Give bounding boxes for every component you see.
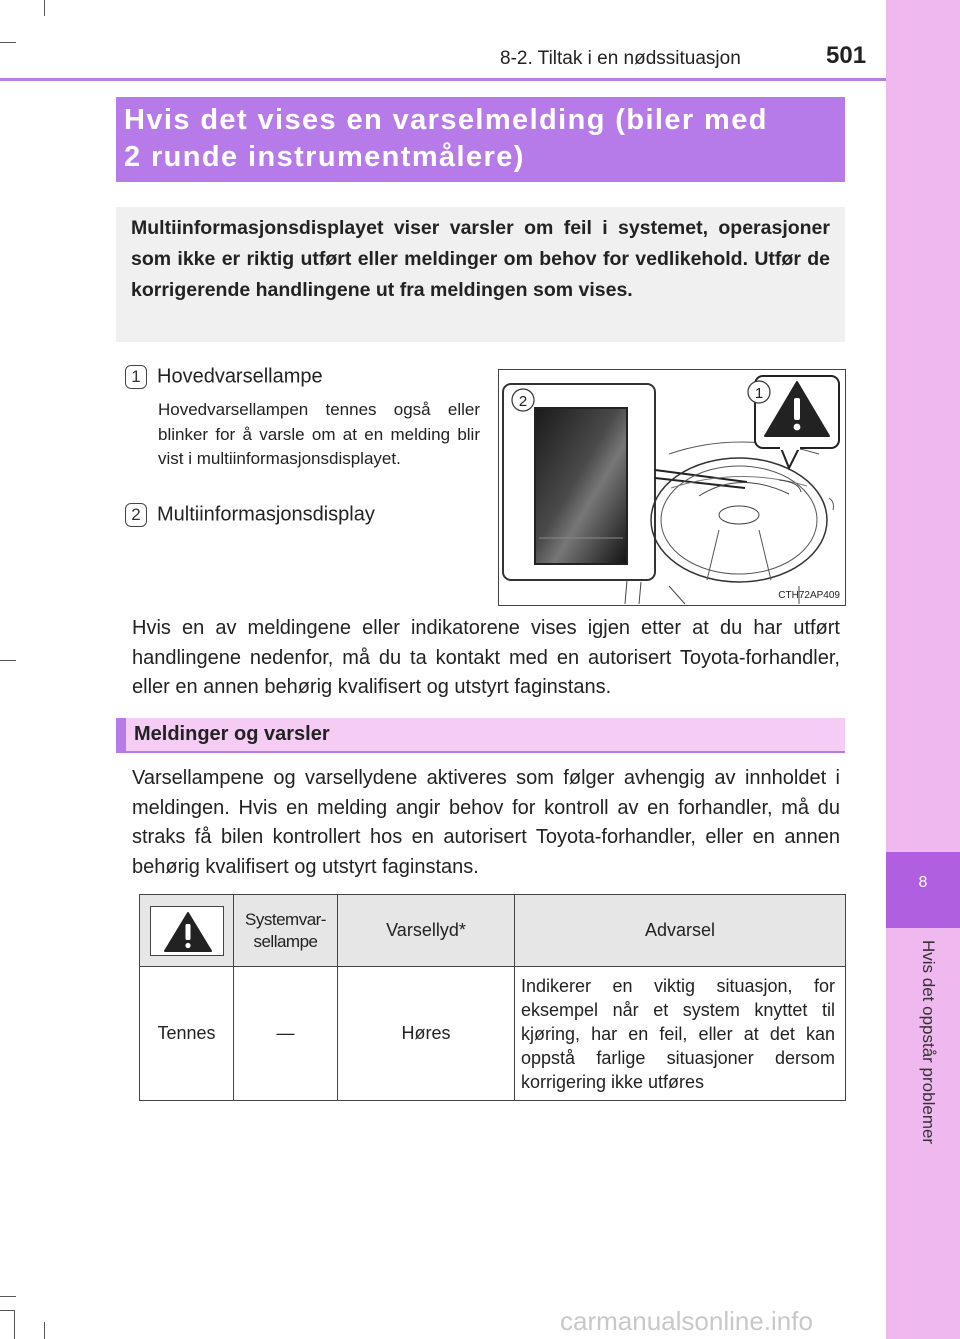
warning-table: [139, 894, 846, 1101]
item-description: Hovedvarsellampen tennes også eller blinker for å varsle om at en melding blir vist i multiinformasjonsdisplayet.: [158, 400, 480, 468]
page-title-line-2: 2 runde instrumentmålere): [124, 141, 525, 173]
dashboard-illustration: [498, 369, 846, 606]
crop-mark: [0, 1296, 16, 1297]
table-cell-dash: —: [234, 967, 338, 1101]
crop-mark: [0, 660, 16, 661]
crop-mark: [44, 0, 45, 16]
crop-mark: [14, 1310, 15, 1339]
list-item-2: [125, 503, 375, 527]
header-rule: [0, 78, 886, 81]
intro-text: Multiinformasjonsdisplayet viser varsler om feil i systemet, operasjoner som ikke er riktig utført eller meldinger om behov for vedlikehold. Utfør de korrigerende handlingene ut fra meldingen som vises.: [131, 217, 830, 301]
item-number-badge: 2: [125, 503, 147, 527]
table-header-system-lamp-text: Systemvar-sellampe: [245, 909, 326, 951]
table-header-warning: Advarsel: [515, 895, 846, 967]
dashboard-drawing: [499, 370, 846, 606]
watermark: carmanualsonline.info: [560, 1306, 813, 1336]
table-row: [140, 967, 846, 1101]
page-number: 501: [826, 42, 867, 69]
chapter-side-tab: [886, 0, 960, 1339]
chapter-title: Hvis det oppstår problemer: [919, 940, 938, 1145]
table-icon-frame: [150, 906, 224, 956]
header-section-title: 8-2. Tiltak i en nødssituasjon: [500, 48, 741, 69]
item-label: Hovedvarsellampe: [157, 365, 323, 388]
crop-mark: [0, 42, 16, 43]
table-header-system-lamp: [234, 895, 338, 967]
section-heading-bar: [116, 718, 845, 753]
page-title-line-1: Hvis det vises en varselmelding (biler med: [124, 104, 768, 136]
figure-code: CTH72AP409: [778, 590, 840, 601]
section-heading: Meldinger og varsler: [134, 723, 330, 745]
crop-mark: [0, 1310, 15, 1311]
table-header-row: [140, 895, 846, 967]
display-panel-icon: [535, 408, 627, 564]
body-paragraph-2: Varsellampene og varsellydene aktiveres som følger avhengig av innholdet i meldingen. Hvis en melding angir behov for kontroll av en forhandler, må du straks få bilen kontrollert hos en autorisert Toyota-forhandler, eller en annen behørig kvalifisert og utstyrt faginstans.: [132, 767, 840, 878]
table-cell-warning: Indikerer en viktig situasjon, for eksempel når et system knyttet til kjøring, har en feil, eller at det kan oppstå farlige situasjoner dersom korrigering ikke utføres: [515, 967, 846, 1101]
body-paragraph-1: Hvis en av meldingene eller indikatorene vises igjen etter at du har utført handlingene nedenfor, må du ta kontakt med en autorisert Toyota-forhandler, eller en annen behørig kvalifisert og utstyrt faginstans.: [132, 617, 840, 698]
warning-triangle-icon: [151, 907, 225, 957]
crop-mark: [44, 1322, 45, 1339]
svg-text:2: 2: [518, 393, 528, 410]
steering-wheel-icon: [651, 458, 827, 582]
item-label: Multiinformasjonsdisplay: [157, 503, 375, 526]
table-header-sound: Varsellyd*: [338, 895, 515, 967]
list-item-1: [125, 365, 323, 389]
table-cell-sound: Høres: [338, 967, 515, 1101]
item-number-badge: 1: [125, 365, 147, 389]
svg-text:1: 1: [754, 385, 764, 402]
page-title-box: [116, 97, 845, 182]
table-header-icon-cell: [140, 895, 234, 967]
intro-box: [116, 207, 845, 342]
chapter-number: 8: [886, 852, 960, 928]
table-cell-system-lamp: Tennes: [140, 967, 234, 1101]
